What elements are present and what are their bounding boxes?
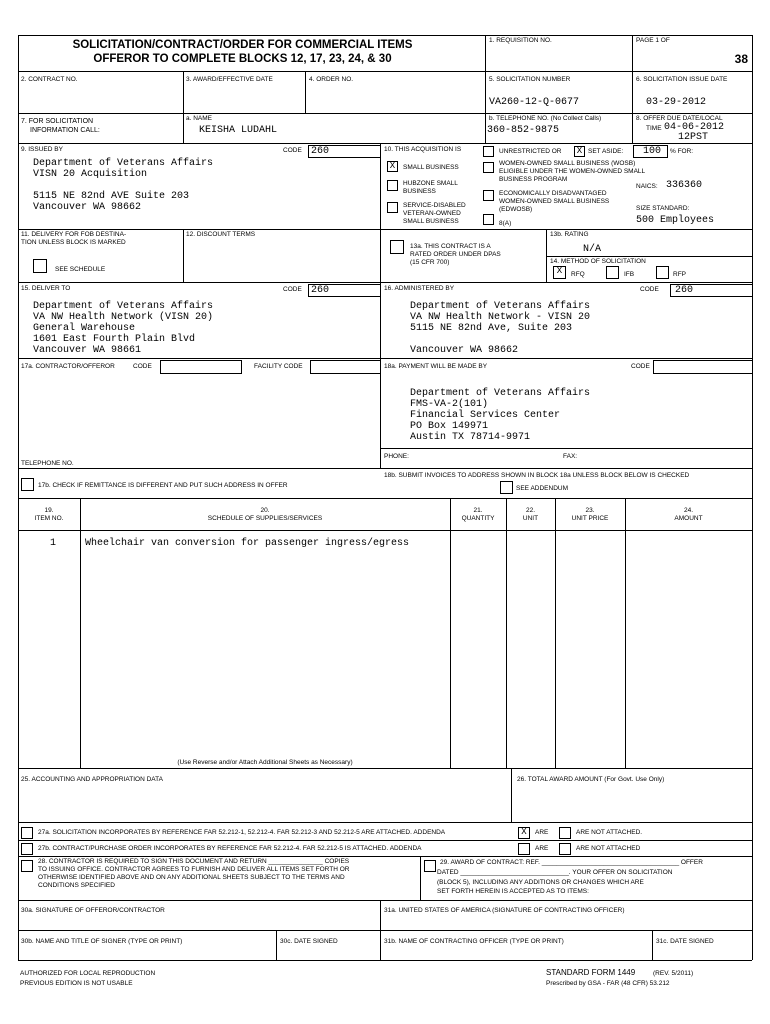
naics-code: 336360 — [666, 180, 703, 191]
27b-are-label: ARE — [535, 845, 549, 852]
28-checkbox[interactable] — [21, 860, 33, 872]
27a-label: 27a. SOLICITATION INCORPORATES BY REFERENCE FAR 52.212-1, 52.212-4. FAR 52.212-3 AND 52.212-5 ARE ATTACHED. ADDENDA — [38, 829, 446, 836]
28-text: 28. CONTRACTOR IS REQUIRED TO SIGN THIS DOCUMENT AND RETURN _______________ COPIES TO ISSUING OFFICE. CONTRACTOR AGREES TO FURNISH AND DELIVER ALL ITEMS SET FORTH OR OTHERWISE IDENTIFIED ABOVE AND ON ANY ADDITIONAL SHEETS SUBJECT TO THE TERMS AND CONDITIONS SPECIFIED — [38, 858, 350, 889]
sdvosb-checkbox[interactable] — [387, 202, 398, 213]
27b-checkbox[interactable] — [21, 843, 33, 855]
offer-due-label: 8. OFFER DUE DATE/LOCAL — [636, 115, 723, 122]
administered-by-code-label: CODE — [640, 286, 659, 293]
contractor-code-field[interactable] — [160, 360, 242, 374]
rfq-checkbox[interactable]: X — [553, 266, 566, 279]
order-no-label: 4. ORDER NO. — [309, 76, 354, 83]
contracting-officer-name-label: 31b. NAME OF CONTRACTING OFFICER (TYPE OR PRINT) — [384, 938, 564, 945]
29-line-3: (BLOCK 5), INCLUDING ANY ADDITIONS OR CHANGES WHICH ARE — [437, 879, 644, 886]
col-schedule-num: 20. — [260, 507, 270, 514]
deliver-to-code-label: CODE — [283, 286, 302, 293]
27a-are-not-label: ARE NOT ATTACHED. — [576, 829, 643, 836]
27a-checkbox[interactable] — [21, 827, 33, 839]
remittance-checkbox[interactable] — [21, 478, 34, 491]
issued-by-code-label: CODE — [283, 147, 302, 154]
administered-by-address: Department of Veterans Affairs VA NW Health Network - VISN 20 5115 NE 82nd Ave, Suite 203 Vancouver WA 98662 — [410, 301, 591, 356]
requisition-no-label: 1. REQUISITION NO. — [489, 37, 552, 44]
contract-no-label: 2. CONTRACT NO. — [21, 76, 78, 83]
issued-by-label: 9. ISSUED BY — [21, 146, 63, 153]
edwosb-checkbox[interactable] — [483, 190, 494, 201]
date-signed-31c-label: 31c. DATE SIGNED — [656, 938, 714, 945]
contact-name-label: a. NAME — [186, 115, 213, 122]
dpas-checkbox[interactable] — [390, 240, 404, 254]
wosb-label: WOMEN-OWNED SMALL BUSINESS (WOSB) ELIGIBLE UNDER THE WOMEN-OWNED SMALL BUSINESS PROGRAM — [499, 160, 645, 183]
phone-label: PHONE: — [384, 453, 409, 460]
total-award-label: 26. TOTAL AWARD AMOUNT (For Govt. Use Only) — [517, 776, 665, 783]
form-subtitle: OFFEROR TO COMPLETE BLOCKS 12, 17, 23, 24, & 30 — [93, 53, 392, 65]
form-title: SOLICITATION/CONTRACT/ORDER FOR COMMERCIAL ITEMS — [72, 39, 413, 51]
issue-date-label: 6. SOLICITATION ISSUE DATE — [636, 76, 728, 83]
payment-address: Department of Veterans Affairs FMS-VA-2(101) Financial Services Center PO Box 149971 Austin TX 78714-9971 — [410, 388, 591, 443]
deliver-to-label: 15. DELIVER TO — [21, 285, 71, 292]
27b-are-not-label: ARE NOT ATTACHED — [576, 845, 641, 852]
solicitation-method-label: 14. METHOD OF SOLICITATION — [550, 258, 646, 265]
issued-by-address: Department of Veterans Affairs VISN 20 Acquisition 5115 NE 82nd AVE Suite 203 Vancouver WA 98662 — [33, 158, 214, 213]
administered-by-label: 16. ADMINISTERED BY — [384, 285, 455, 292]
naics-label: NAICS: — [636, 183, 658, 190]
27b-are-checkbox[interactable] — [518, 843, 530, 855]
footer-authorized: AUTHORIZED FOR LOCAL REPRODUCTION — [20, 970, 156, 977]
issued-by-code: 260 — [311, 146, 330, 157]
col-unit: UNIT — [522, 515, 539, 522]
size-standard-label: SIZE STANDARD: — [636, 205, 690, 212]
table-row-description: Wheelchair van conversion for passenger ingress/egress — [85, 538, 410, 549]
col-amount: AMOUNT — [674, 515, 703, 522]
small-business-label: SMALL BUSINESS — [403, 164, 459, 171]
deliver-to-code: 260 — [311, 285, 330, 296]
col-quantity-num: 21. — [473, 507, 483, 514]
payment-by-label: 18a. PAYMENT WILL BE MADE BY — [384, 363, 488, 370]
offer-due-time-label: TIME — [646, 125, 662, 132]
27a-are-checkbox[interactable]: X — [518, 827, 530, 839]
solicitation-number: VA260-12-Q-0677 — [489, 97, 580, 108]
page-label: PAGE 1 OF — [636, 37, 670, 44]
solicitation-info-label-2: INFORMATION CALL: — [30, 127, 100, 134]
rfp-label: RFP — [673, 271, 686, 278]
hubzone-checkbox[interactable] — [387, 180, 398, 191]
administered-by-code: 260 — [675, 285, 694, 296]
see-schedule-label: SEE SCHEDULE — [55, 266, 106, 273]
col-schedule: SCHEDULE OF SUPPLIES/SERVICES — [207, 515, 323, 522]
offeror-signature-label: 30a. SIGNATURE OF OFFEROR/CONTRACTOR — [21, 907, 165, 914]
percent-for-label: % FOR: — [670, 148, 694, 155]
27b-are-not-checkbox[interactable] — [559, 843, 571, 855]
set-aside-label: SET ASIDE: — [588, 148, 624, 155]
form-revision: (REV. 5/2011) — [653, 970, 694, 977]
edwosb-label: ECONOMICALLY DISADVANTAGED WOMEN-OWNED SMALL BUSINESS (EDWOSB) — [499, 190, 610, 213]
prescribed-by: Prescribed by GSA - FAR (48 CFR) 53.212 — [546, 980, 670, 987]
remittance-label: 17b. CHECK IF REMITTANCE IS DIFFERENT AND PUT SUCH ADDRESS IN OFFER — [38, 482, 288, 489]
contracting-officer-signature-label: 31a. UNITED STATES OF AMERICA (SIGNATURE OF CONTRACTING OFFICER) — [384, 907, 625, 914]
offer-due-time: 12PST — [678, 132, 709, 143]
rfp-checkbox[interactable] — [656, 266, 669, 279]
footer-previous-edition: PREVIOUS EDITION IS NOT USABLE — [20, 980, 133, 987]
contact-name: KEISHA LUDAHL — [199, 125, 278, 136]
issue-date: 03-29-2012 — [646, 97, 707, 108]
col-item-no-num: 19. — [44, 507, 54, 514]
deliver-to-address: Department of Veterans Affairs VA NW Health Network (VISN 20) General Warehouse 1601 East Fourth Plain Blvd Vancouver WA 98661 — [33, 301, 214, 356]
col-item-no: ITEM NO. — [34, 515, 64, 522]
signer-name-label: 30b. NAME AND TITLE OF SIGNER (TYPE OR PRINT) — [21, 938, 183, 945]
col-quantity: QUANTITY — [461, 515, 495, 522]
payment-code-field[interactable] — [653, 360, 753, 374]
rating-value: N/A — [583, 244, 602, 255]
award-date-label: 3. AWARD/EFFECTIVE DATE — [186, 76, 273, 83]
27a-are-label: ARE — [535, 829, 549, 836]
wosb-checkbox[interactable] — [483, 162, 494, 173]
telephone-label: b. TELEPHONE NO. (No Collect Calls) — [489, 115, 602, 122]
page-total: 38 — [734, 52, 748, 66]
date-signed-30c-label: 30c. DATE SIGNED — [280, 938, 338, 945]
set-aside-checkbox[interactable]: X — [574, 146, 585, 157]
table-row-item-no: 1 — [50, 538, 57, 549]
facility-code-field[interactable] — [310, 360, 381, 374]
accounting-data-label: 25. ACCOUNTING AND APPROPRIATION DATA — [21, 776, 163, 783]
sdvosb-label: SERVICE-DISABLED VETERAN-OWNED SMALL BUSINESS — [403, 202, 466, 225]
unrestricted-checkbox[interactable] — [483, 146, 494, 157]
see-addendum-label: SEE ADDENDUM — [516, 485, 569, 492]
reverse-note: (Use Reverse and/or Attach Additional Sheets as Necessary) — [177, 759, 353, 766]
see-addendum-checkbox[interactable] — [500, 481, 513, 494]
27a-are-not-checkbox[interactable] — [559, 827, 571, 839]
contractor-label: 17a. CONTRACTOR/OFFEROR — [21, 363, 115, 370]
telephone-number: 360-852-9875 — [487, 125, 560, 136]
rating-label: 13b. RATING — [550, 231, 589, 238]
ifb-label: IFB — [624, 271, 635, 278]
eight-a-label: 8(A) — [499, 220, 512, 227]
standard-form-label: STANDARD FORM 1449 — [546, 968, 636, 977]
contractor-telephone-label: TELEPHONE NO. — [21, 460, 74, 467]
solicitation-info-label: 7. FOR SOLICITATION — [21, 118, 94, 125]
offer-due-date: 04-06-2012 — [664, 122, 725, 133]
acquisition-label: 10. THIS ACQUISITION IS — [384, 146, 462, 153]
fob-label: 11. DELIVERY FOR FOB DESTINA- TION UNLESS BLOCK IS MARKED — [21, 231, 127, 246]
col-unit-price-num: 23. — [585, 507, 595, 514]
discount-terms-label: 12. DISCOUNT TERMS — [186, 231, 256, 238]
dpas-label: 13a. THIS CONTRACT IS A RATED ORDER UNDER DPAS (15 CFR 700) — [410, 243, 501, 266]
29-line-2: DATED ______________________________. YOUR OFFER ON SOLICITATION — [437, 869, 673, 876]
unrestricted-label: UNRESTRICTED OR — [499, 148, 562, 155]
eight-a-checkbox[interactable] — [483, 214, 494, 225]
fax-label: FAX: — [563, 453, 578, 460]
facility-code-label: FACILITY CODE — [254, 363, 303, 370]
col-unit-price: UNIT PRICE — [571, 515, 609, 522]
small-business-checkbox[interactable]: X — [387, 161, 398, 172]
rfq-label: RFQ — [571, 271, 585, 278]
col-amount-num: 24. — [683, 507, 694, 514]
29-line-4: SET FORTH HEREIN IS ACCEPTED AS TO ITEMS: — [437, 888, 589, 895]
submit-invoices-label: 18b. SUBMIT INVOICES TO ADDRESS SHOWN IN BLOCK 18a UNLESS BLOCK BELOW IS CHECKED — [384, 472, 690, 479]
29-checkbox[interactable] — [424, 860, 436, 872]
29-line-1: 29. AWARD OF CONTRACT: REF. ______________________________________ OFFER — [440, 859, 703, 866]
solicitation-number-label: 5. SOLICITATION NUMBER — [489, 76, 571, 83]
27b-label: 27b. CONTRACT/PURCHASE ORDER INCORPORATES BY REFERENCE FAR 52.212-4. FAR 52.212-5 IS ATTACHED. ADDENDA — [38, 845, 422, 852]
set-aside-percent: 100 — [643, 146, 662, 157]
col-unit-num: 22. — [525, 507, 536, 514]
payment-code-label: CODE — [631, 363, 650, 370]
hubzone-label: HUBZONE SMALL BUSINESS — [403, 180, 458, 195]
ifb-checkbox[interactable] — [606, 266, 619, 279]
contractor-code-label: CODE — [133, 363, 152, 370]
see-schedule-checkbox[interactable] — [33, 259, 47, 273]
size-standard: 500 Employees — [636, 215, 715, 226]
